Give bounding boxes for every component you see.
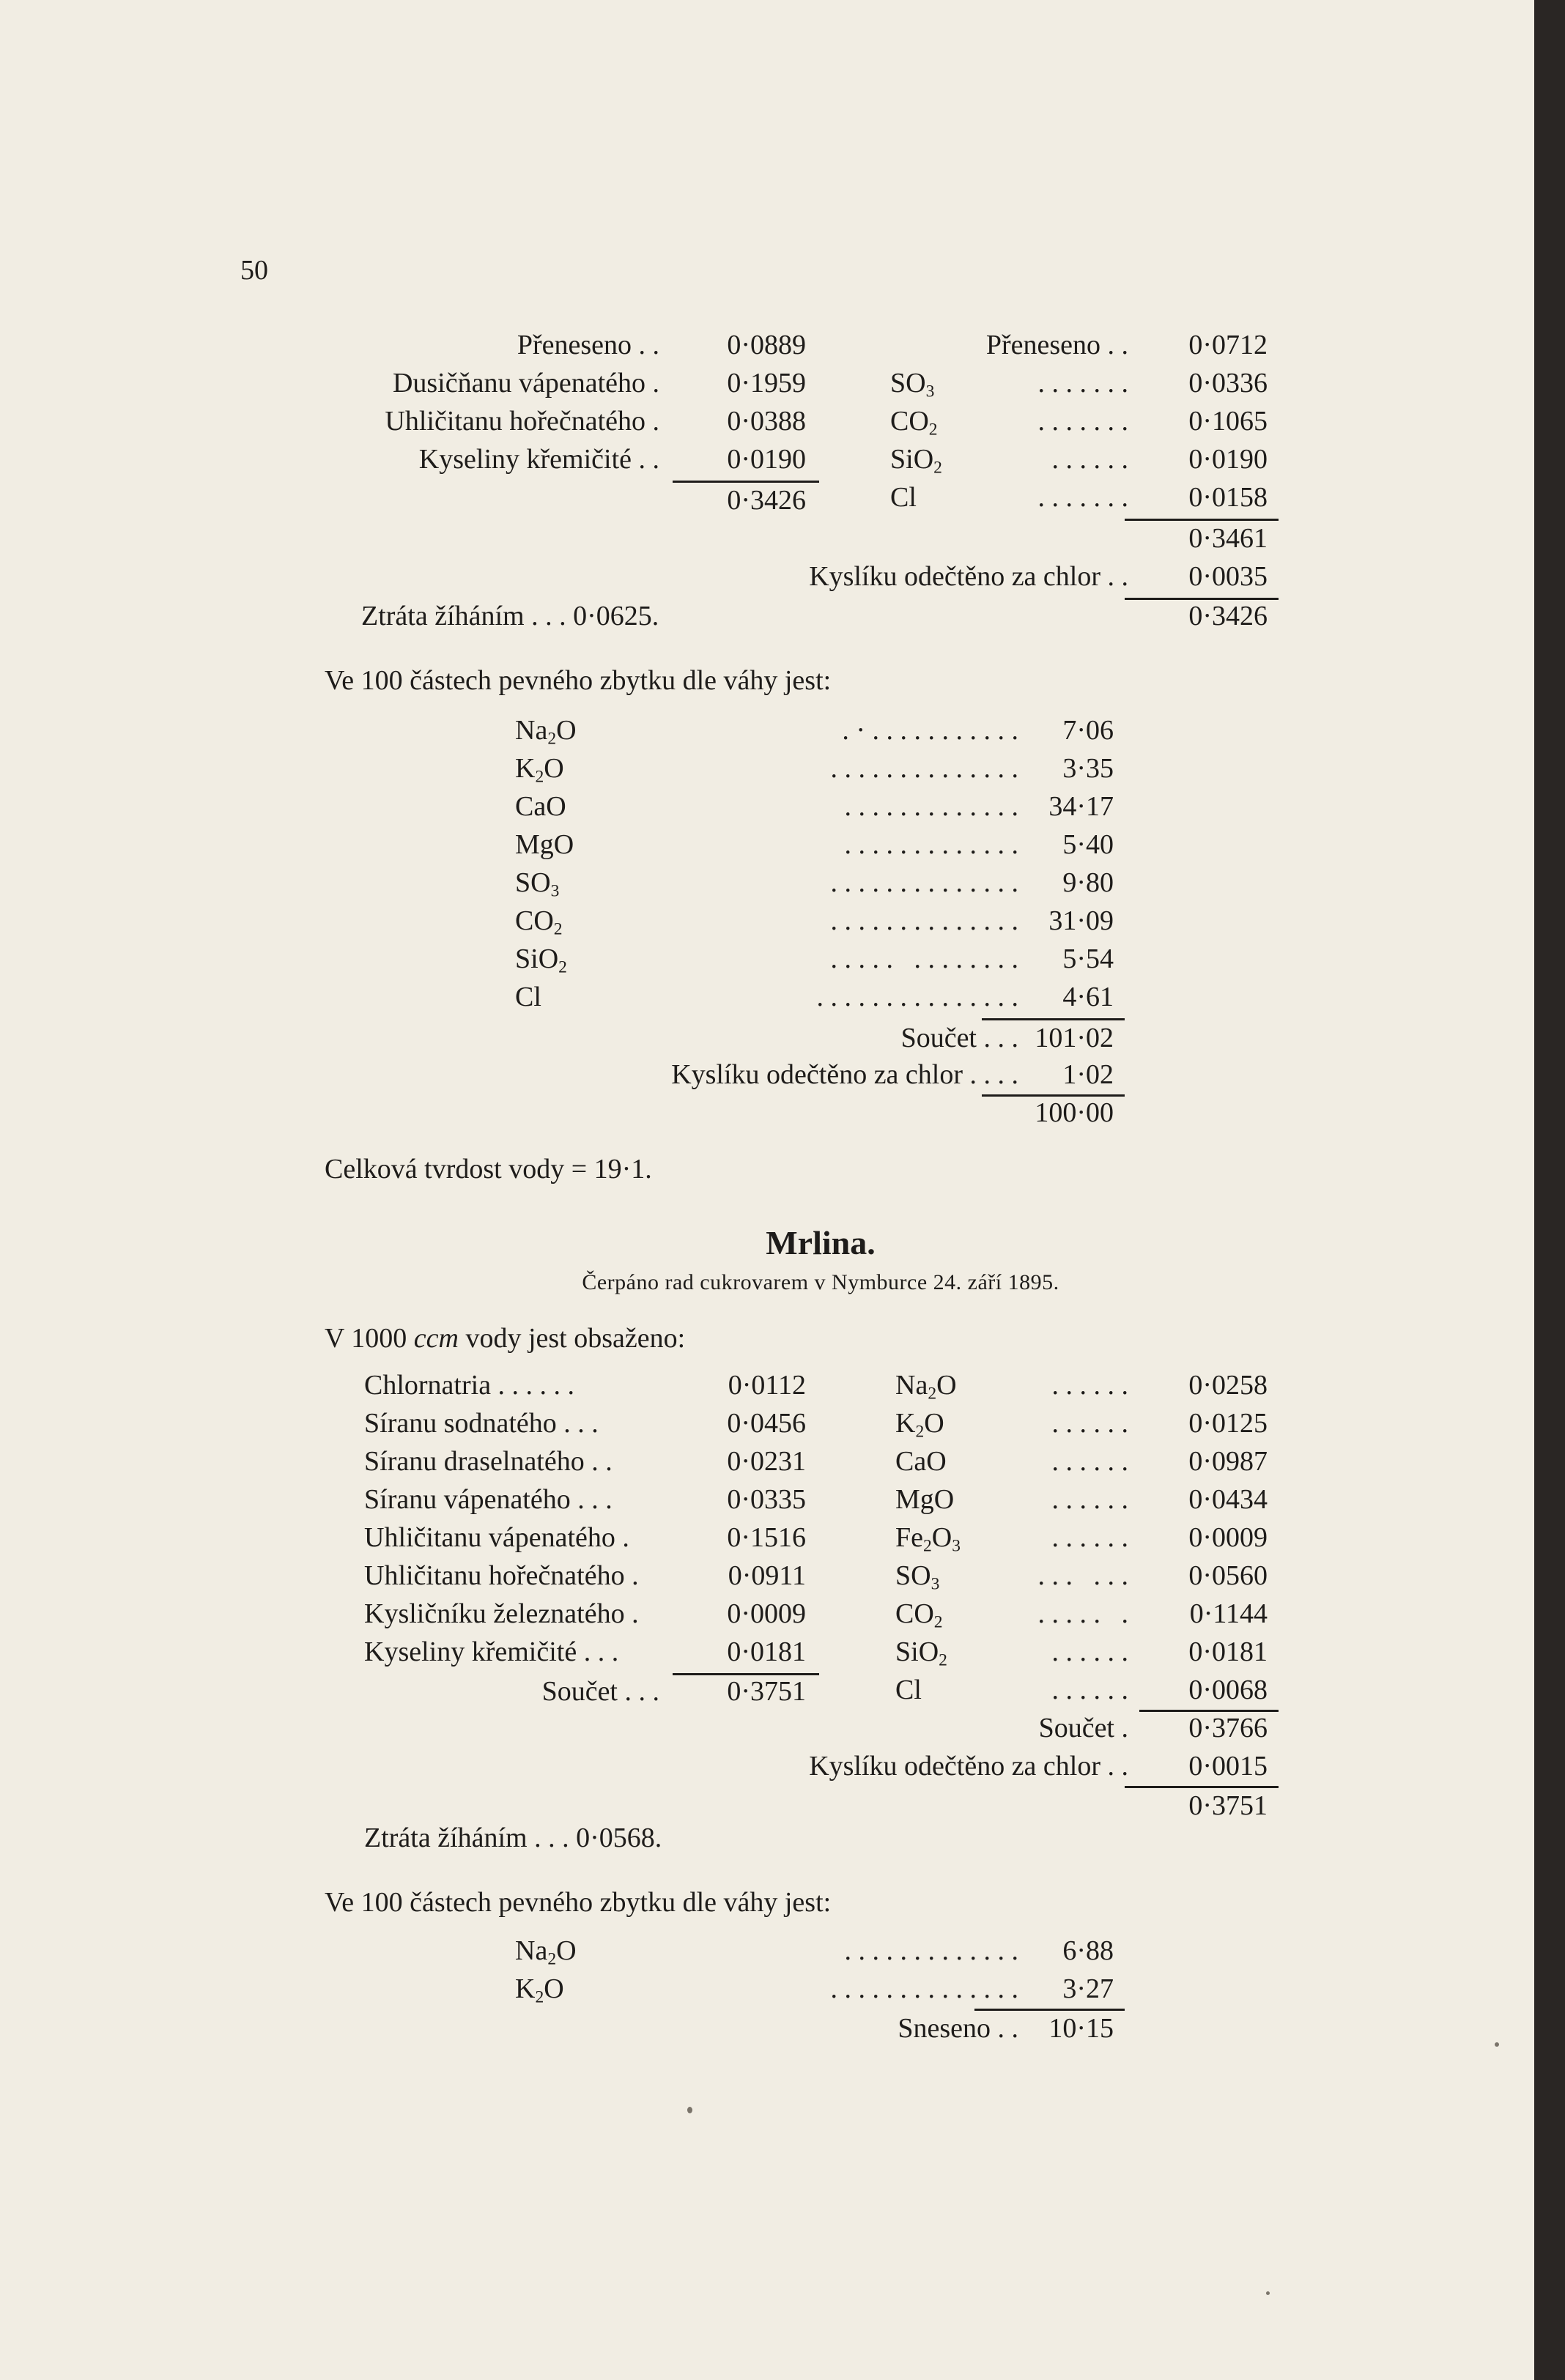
row-label: Kysličníku železnatého . — [364, 1598, 639, 1629]
row-label: $SO_3$ — [515, 867, 560, 901]
sum-value: 101·02 — [1035, 1023, 1114, 1053]
row-value: 0·0560 — [1188, 1560, 1268, 1591]
row-label: $Na_2O$ — [895, 1370, 957, 1404]
row-label: MgO — [895, 1484, 955, 1515]
row-dots: . . . . . . . . . . . . . . — [830, 867, 1018, 898]
row-label: SiO$_2$ — [895, 1636, 947, 1670]
row-value: 9·80 — [1062, 867, 1114, 898]
row-value: 0·0434 — [1188, 1484, 1268, 1515]
row-label: $CO_2$ — [895, 1598, 943, 1632]
row-label: Cl — [890, 482, 917, 513]
row-dots: . . . . . . — [1051, 444, 1128, 475]
sum-value: 0·3766 — [1188, 1713, 1268, 1743]
sum-rule — [673, 1673, 819, 1675]
row-label: $Na_2O$ — [515, 1935, 577, 1969]
row-value: 0·0068 — [1188, 1675, 1268, 1705]
row-dots: . . . . . . — [1051, 1446, 1128, 1477]
row-value: 3·35 — [1062, 753, 1114, 784]
oxygen-label: Kyslíku odečtěno za chlor . . . . — [671, 1059, 1018, 1090]
row-dots: . · . . . . . . . . . . . — [842, 715, 1018, 746]
row-value: 0·1959 — [727, 368, 806, 398]
right-total: 0·3426 — [1188, 601, 1268, 631]
sum-label: Součet . . . — [900, 1023, 1018, 1053]
row-label: Kyseliny křemičité . . . — [364, 1636, 619, 1667]
row-dots: . . . . . . — [1037, 1560, 1128, 1591]
paper-speck — [1266, 2291, 1270, 2295]
oxygen-value: 1·02 — [1062, 1059, 1114, 1090]
row-label: Síranu vápenatého . . . — [364, 1484, 613, 1515]
row-dots: . . . . . . — [1051, 1370, 1128, 1401]
section-title: Mrlina. — [766, 1224, 876, 1261]
row-value: 7·06 — [1062, 715, 1114, 746]
row-dots: . . . . . . . — [1037, 368, 1128, 398]
right-subtotal: 0·3461 — [1188, 523, 1268, 554]
row-label: $SO_3$ — [890, 368, 935, 401]
row-value: 0·0258 — [1188, 1370, 1268, 1401]
carried-label: Sneseno . . — [898, 2013, 1018, 2044]
row-value: 0·0112 — [728, 1370, 806, 1401]
row-label: Přeneseno . . — [985, 330, 1128, 360]
row-value: 4·61 — [1062, 982, 1114, 1012]
row-value: 3·27 — [1062, 1973, 1114, 2004]
carried-value: 10·15 — [1048, 2013, 1114, 2044]
row-value: 34·17 — [1048, 791, 1114, 822]
sum-rule — [982, 1018, 1125, 1020]
row-value: 0·0009 — [727, 1598, 806, 1629]
oxygen-label: Kyslíku odečtěno za chlor . . — [809, 561, 1128, 592]
row-label: $Fe_2O_3$ — [895, 1522, 961, 1556]
row-dots: . . . . . . . . . . . . . . — [830, 905, 1018, 936]
row-value: 0·0190 — [1188, 444, 1268, 475]
row-value: 0·0712 — [1188, 330, 1268, 360]
scan-edge — [1534, 0, 1565, 2380]
row-label: Cl — [895, 1675, 922, 1705]
row-label: Cl — [515, 982, 541, 1012]
oxygen-label: Kyslíku odečtěno za chlor . . — [809, 1751, 1128, 1782]
row-dots: . . . . . . . . . . . . . — [830, 944, 1018, 974]
row-label: Uhličitanu hořečnatého . — [385, 406, 659, 437]
row-label: Chlornatria . . . . . . — [364, 1370, 575, 1401]
total-rule — [1125, 598, 1279, 600]
row-label: $SO_3$ — [895, 1560, 940, 1594]
row-dots: . . . . . . — [1051, 1484, 1128, 1515]
sum-rule — [1139, 1710, 1279, 1712]
row-value: 0·0009 — [1188, 1522, 1268, 1553]
intro-line: V 1000 ccm vody jest obsaženo: — [325, 1323, 686, 1354]
row-value: 5·54 — [1062, 944, 1114, 974]
row-value: 31·09 — [1048, 905, 1114, 936]
paper-speck — [687, 2107, 692, 2113]
row-dots: . . . . . . . — [1037, 406, 1128, 437]
row-dots: . . . . . . — [1051, 1408, 1128, 1439]
total-value: 100·00 — [1035, 1097, 1114, 1128]
oxygen-value: 0·0035 — [1188, 561, 1268, 592]
page-number: 50 — [240, 255, 268, 286]
row-label: Přeneseno . . — [517, 330, 659, 360]
row-dots: . . . . . . — [1051, 1675, 1128, 1705]
row-label: Uhličitanu hořečnatého . — [364, 1560, 639, 1591]
row-value: 0·0181 — [727, 1636, 806, 1667]
row-value: 0·0231 — [727, 1446, 806, 1477]
sum-rule — [974, 2009, 1125, 2011]
row-value: 0·1065 — [1188, 406, 1268, 437]
sum-label: Součet . — [1038, 1713, 1128, 1743]
row-value: 6·88 — [1062, 1935, 1114, 1966]
row-value: 0·0388 — [727, 406, 806, 437]
row-label: $K_2O$ — [515, 1973, 564, 2007]
row-value: 0·0911 — [728, 1560, 806, 1591]
row-value: 0·0190 — [727, 444, 806, 475]
row-dots: . . . . . . — [1051, 1636, 1128, 1667]
row-value: 5·40 — [1062, 829, 1114, 860]
row-label: MgO — [515, 829, 574, 860]
row-label: $K_2O$ — [895, 1408, 944, 1442]
section-heading: Ve 100 částech pevného zbytku dle váhy jest: — [325, 665, 832, 696]
ignition-loss: Ztráta žíháním . . . 0·0625. — [361, 601, 659, 631]
row-label: Síranu draselnatého . . — [364, 1446, 613, 1477]
row-value: 0·1144 — [1189, 1598, 1268, 1629]
sum-rule — [1125, 519, 1279, 521]
section-heading: Ve 100 částech pevného zbytku dle váhy jest: — [325, 1887, 832, 1918]
row-label: Dusičňanu vápenatého . — [392, 368, 659, 398]
left-total: 0·3426 — [727, 485, 806, 516]
row-value: 0·0125 — [1188, 1408, 1268, 1439]
paper-speck — [1495, 2042, 1499, 2047]
row-dots: . . . . . . . . . . . . . — [844, 829, 1018, 860]
oxygen-value: 0·0015 — [1188, 1751, 1268, 1782]
row-value: 0·0336 — [1188, 368, 1268, 398]
row-label: Uhličitanu vápenatého . — [364, 1522, 629, 1553]
row-dots: . . . . . . . . . . . . . — [844, 1935, 1018, 1966]
row-label: SiO$_2$ — [515, 944, 567, 977]
sum-rule — [673, 481, 819, 483]
sum-label: Součet . . . — [541, 1676, 659, 1707]
row-value: 0·0158 — [1188, 482, 1268, 513]
row-label: CaO — [515, 791, 566, 822]
row-label: $CO_2$ — [890, 406, 938, 440]
section-subtitle: Čerpáno rad cukrovarem v Nymburce 24. září 1895. — [582, 1270, 1059, 1294]
right-total: 0·3751 — [1188, 1790, 1268, 1821]
row-value: 0·0889 — [727, 330, 806, 360]
row-value: 0·0335 — [727, 1484, 806, 1515]
row-dots: . . . . . . . . . . . . . . — [830, 1973, 1018, 2004]
row-dots: . . . . . . . . . . . . . — [844, 791, 1018, 822]
sum-value: 0·3751 — [727, 1676, 806, 1707]
row-label: $Na_2O$ — [515, 715, 577, 749]
row-dots: . . . . . . . . . . . . . . — [830, 753, 1018, 784]
total-rule — [982, 1094, 1125, 1097]
row-value: 0·0456 — [727, 1408, 806, 1439]
total-rule — [1125, 1786, 1279, 1788]
row-dots: . . . . . . — [1037, 1598, 1128, 1629]
row-dots: . . . . . . . — [1037, 482, 1128, 513]
row-dots: . . . . . . . . . . . . . . . — [816, 982, 1018, 1012]
row-label: Síranu sodnatého . . . — [364, 1408, 599, 1439]
row-dots: . . . . . . — [1051, 1522, 1128, 1553]
row-label: Kyseliny křemičité . . — [418, 444, 659, 475]
row-label: $K_2O$ — [515, 753, 564, 787]
row-value: 0·0181 — [1188, 1636, 1268, 1667]
water-hardness: Celková tvrdost vody = 19·1. — [325, 1154, 652, 1185]
row-label: CaO — [895, 1446, 947, 1477]
ignition-loss: Ztráta žíháním . . . 0·0568. — [364, 1823, 662, 1853]
row-value: 0·0987 — [1188, 1446, 1268, 1477]
row-value: 0·1516 — [727, 1522, 806, 1553]
row-label: $CO_2$ — [515, 905, 563, 939]
row-label: SiO$_2$ — [890, 444, 942, 478]
